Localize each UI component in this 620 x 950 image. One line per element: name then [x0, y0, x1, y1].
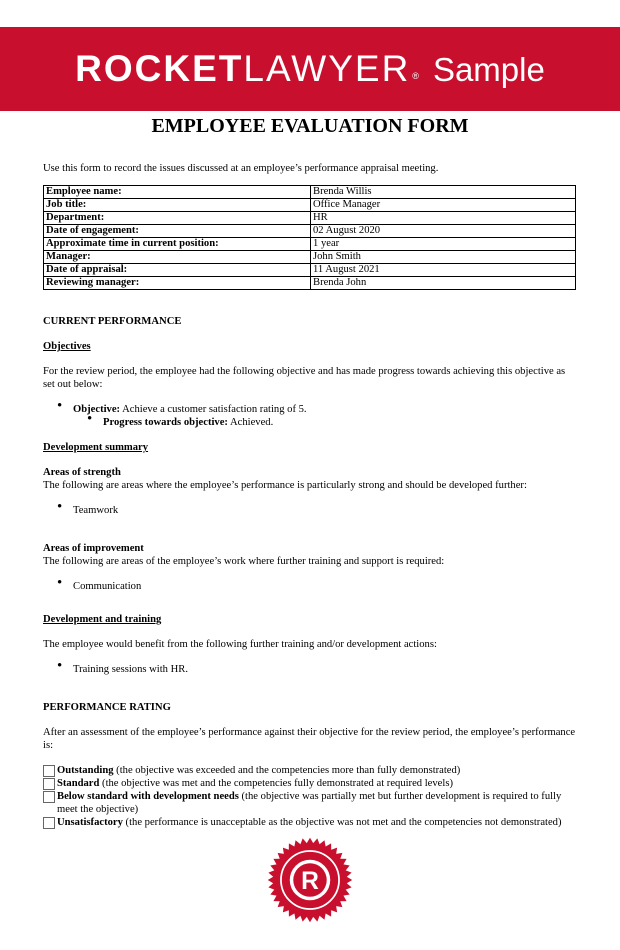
- training-list: [43, 663, 577, 676]
- field-label: Reviewing manager:: [44, 277, 311, 290]
- sample-label: Sample: [432, 51, 545, 88]
- rating-option-unsatisfactory[interactable]: [43, 816, 577, 829]
- improvement-list: [43, 580, 577, 593]
- improvement-heading: Areas of improvement: [43, 543, 144, 554]
- objective-value: Achieve a customer satisfaction rating of 5.: [120, 404, 307, 415]
- option-description: (the objective was exceeded and the competencies more than fully demonstrated): [113, 765, 461, 776]
- progress-list: [73, 416, 577, 429]
- checkbox[interactable]: [43, 778, 55, 790]
- field-value: Brenda Willis: [311, 186, 576, 199]
- objective-list: [43, 403, 577, 429]
- list-item: [43, 403, 577, 429]
- brand-rocket-text: ROCKET: [75, 48, 244, 89]
- checkbox[interactable]: [43, 765, 55, 777]
- strength-heading: Areas of strength: [43, 467, 121, 478]
- field-label: Job title:: [44, 199, 311, 212]
- table-row: [44, 251, 576, 264]
- objectives-heading: Objectives: [43, 341, 91, 352]
- field-label: Approximate time in current position:: [44, 238, 311, 251]
- objectives-text: For the review period, the employee had the following objective and has made progress towards achieving this objective as set out below:: [43, 366, 566, 390]
- list-item: • Teamwork: [43, 504, 577, 517]
- field-value: 1 year: [311, 238, 576, 251]
- option-description: (the objective was partially met but further development is required to fully meet the objective): [57, 791, 562, 815]
- table-row: [44, 238, 576, 251]
- progress-label: Progress towards objective:: [103, 417, 228, 428]
- field-value: John Smith: [311, 251, 576, 264]
- intro-text: Use this form to record the issues discussed at an employee’s performance appraisal meeting.: [43, 163, 439, 174]
- rating-options: [43, 764, 577, 829]
- development-summary-heading: Development summary: [43, 442, 149, 453]
- rating-option-standard[interactable]: [43, 777, 577, 790]
- option-label: Standard: [57, 778, 100, 789]
- table-row: [44, 225, 576, 238]
- employee-details-table: [43, 185, 576, 290]
- option-description: (the performance is unacceptable as the objective was not met and the competencies not demonstrated): [122, 817, 562, 828]
- table-row: [44, 264, 576, 277]
- table-row: [44, 212, 576, 225]
- rating-option-outstanding[interactable]: [43, 764, 577, 777]
- field-value: 11 August 2021: [311, 264, 576, 277]
- form-body: [43, 162, 577, 829]
- page-title: EMPLOYEE EVALUATION FORM: [151, 115, 469, 137]
- option-label: Unsatisfactory: [57, 817, 123, 828]
- performance-rating-heading: PERFORMANCE RATING: [43, 702, 171, 713]
- table-row: [44, 277, 576, 290]
- rocket-lawyer-seal-icon: [266, 836, 354, 924]
- list-item: • Communication: [43, 580, 577, 593]
- current-performance-heading: CURRENT PERFORMANCE: [43, 316, 182, 327]
- checkbox[interactable]: [43, 817, 55, 829]
- field-value: HR: [311, 212, 576, 225]
- table-row: [44, 186, 576, 199]
- option-description: (the objective was met and the competencies fully demonstrated at required levels): [99, 778, 453, 789]
- brand-banner: [0, 27, 620, 111]
- development-training-heading: Development and training: [43, 614, 162, 625]
- table-row: [44, 199, 576, 212]
- field-label: Department:: [44, 212, 311, 225]
- brand-lawyer-text: LAWYER: [243, 48, 411, 89]
- seal-letter: R: [301, 867, 319, 895]
- field-value: Brenda John: [311, 277, 576, 290]
- option-label: Below standard with development needs: [57, 791, 239, 802]
- progress-value: Achieved.: [227, 417, 274, 428]
- objective-label: Objective:: [73, 404, 121, 415]
- strength-list: [43, 504, 577, 517]
- list-item: • Training sessions with HR.: [43, 663, 577, 676]
- option-label: Outstanding: [57, 765, 114, 776]
- field-label: Date of engagement:: [44, 225, 311, 238]
- rating-option-below-standard[interactable]: [43, 790, 577, 816]
- registered-mark: ®: [412, 71, 419, 81]
- field-label: Employee name:: [44, 186, 311, 199]
- field-value: Office Manager: [311, 199, 576, 212]
- improvement-text: The following are areas of the employee’s work where further training and support is required:: [43, 556, 445, 567]
- field-label: Manager:: [44, 251, 311, 264]
- rating-text: After an assessment of the employee’s performance against their objective for the review period, the employee’s performance is:: [43, 727, 576, 751]
- field-value: 02 August 2020: [311, 225, 576, 238]
- strength-text: The following are areas where the employee’s performance is particularly strong and should be developed further:: [43, 480, 527, 491]
- field-label: Date of appraisal:: [44, 264, 311, 277]
- training-text: The employee would benefit from the following further training and/or development actions:: [43, 639, 437, 650]
- list-item: [73, 416, 577, 429]
- checkbox[interactable]: [43, 791, 55, 803]
- brand-logo: [75, 48, 545, 90]
